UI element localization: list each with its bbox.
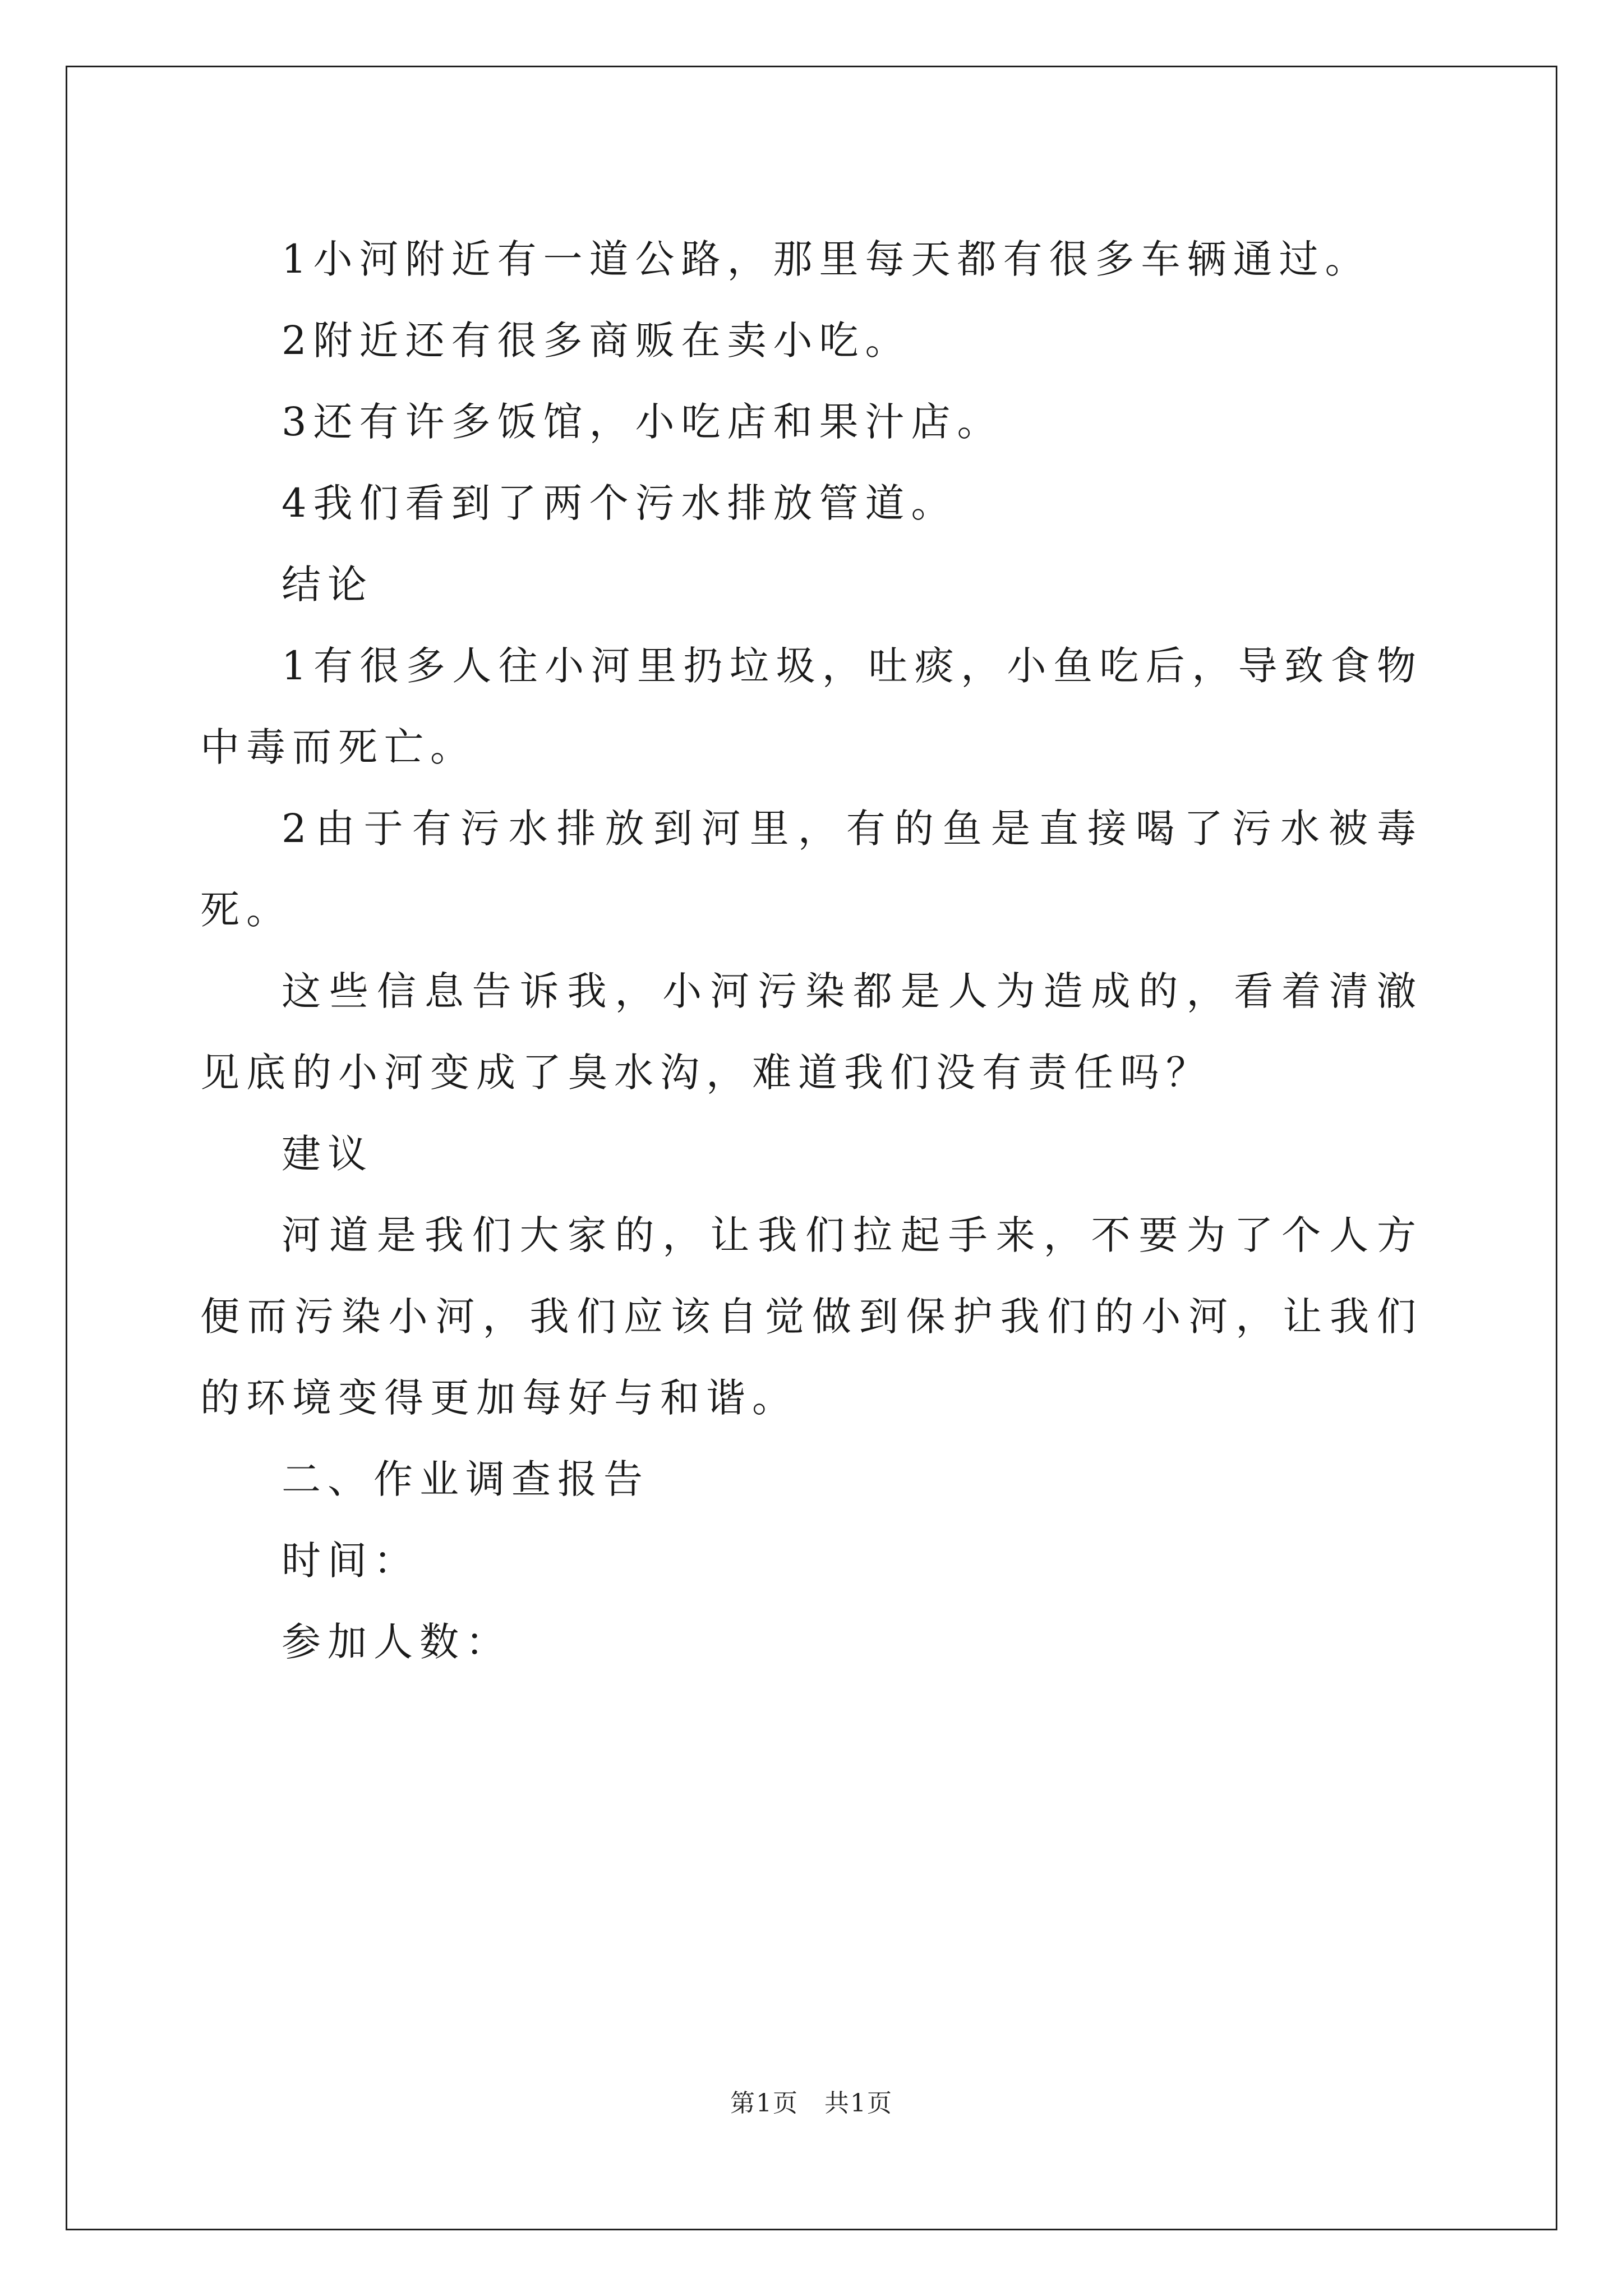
page-footer <box>0 2087 1623 2120</box>
paragraph-observation-4: 4我们看到了两个污水排放管道。 <box>282 480 957 526</box>
field-time: 时间： <box>282 1538 419 1584</box>
page-total: 共1页 <box>824 2089 893 2118</box>
heading-conclusion: 结论 <box>282 562 374 608</box>
heading-section-two: 二、作业调查报告 <box>282 1456 649 1502</box>
paragraph-suggestion: 河道是我们大家的，让我们拉起手来，不要为了个人方便而污染小河，我们应该自觉做到保护我们的小河，让我们的环境变得更加每好与和谐。 <box>200 1212 1423 1421</box>
heading-suggestion: 建议 <box>282 1131 374 1177</box>
field-participants: 参加人数： <box>282 1619 511 1665</box>
paragraph-conclusion-2: 2由于有污水排放到河里，有的鱼是直接喝了污水被毒死。 <box>200 806 1423 933</box>
paragraph-observation-2: 2附近还有很多商贩在卖小吃。 <box>282 318 911 364</box>
paragraph-reflection: 这些信息告诉我，小河污染都是人为造成的，看着清澈见底的小河变成了臭水沟，难道我们没有责任吗？ <box>200 968 1423 1096</box>
page-number: 第1页 <box>730 2089 799 2118</box>
paragraph-observation-3: 3还有许多饭馆，小吃店和果汁店。 <box>282 399 1003 445</box>
document-body <box>200 219 1423 1683</box>
paragraph-conclusion-1: 1有很多人往小河里扔垃圾，吐痰，小鱼吃后，导致食物中毒而死亡。 <box>200 643 1423 770</box>
paragraph-observation-1: 1小河附近有一道公路，那里每天都有很多车辆通过。 <box>282 236 1371 282</box>
